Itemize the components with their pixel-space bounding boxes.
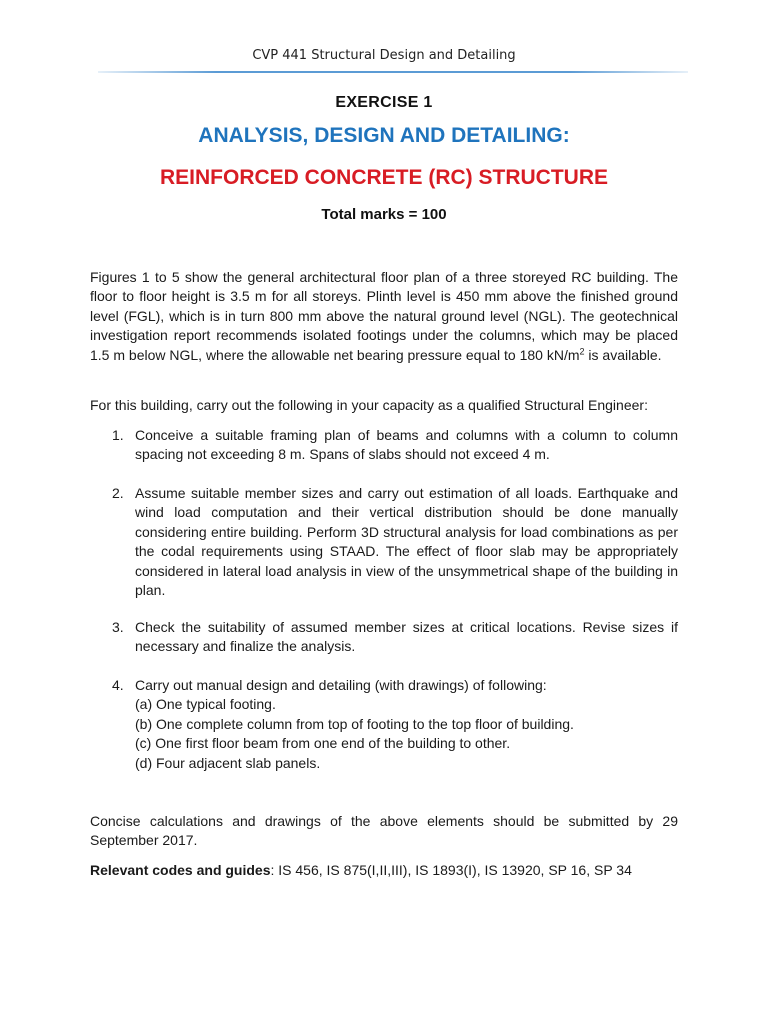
codes-value: : IS 456, IS 875(I,II,III), IS 1893(I), IS 13920, SP 16, SP 34 [270,862,632,878]
task-4-lead: Carry out manual design and detailing (with drawings) of following: [135,677,547,693]
codes-line [90,861,678,880]
document-header: CVP 441 Structural Design and Detailing [252,48,516,63]
intro-paragraph [90,268,678,365]
subitem-b: (b) One complete column from top of footing to the top floor of building. [135,715,574,732]
task-number: 1. [112,427,124,443]
subitem-a: (a) One typical footing. [135,696,276,713]
task-text: Assume suitable member sizes and carry out estimation of all loads. Earthquake and wind load computation and their vertical distribution should be done manually considering entire building. Perform 3D structural analysis for load combinations as per the codal requirements using STAAD. The effect of floor slab may be appropriately considered in lateral load analysis in view of the unsymmetrical shape of the building in plan. [135,485,678,599]
task-item-4 [112,676,678,773]
total-marks: Total marks = 100 [321,206,447,223]
submission-note: Concise calculations and drawings of the above elements should be submitted by 29 September 2017. [90,813,678,849]
title-line-2: REINFORCED CONCRETE (RC) STRUCTURE [160,166,608,189]
task-intro: For this building, carry out the following in your capacity as a qualified Structural Engineer: [90,397,648,413]
subitem-c: (c) One first floor beam from one end of the building to other. [135,735,511,752]
subitem-d: (d) Four adjacent slab panels. [135,754,321,771]
header-divider [98,71,688,73]
task-number: 2. [112,485,124,501]
task-item-1 [112,426,678,465]
intro-text: Figures 1 to 5 show the general architectural floor plan of a three storeyed RC building. The floor to floor height is 3.5 m for all storeys. Plinth level is 450 mm above the finished ground level (FGL), which is in turn 800 mm above the natural ground level (NGL). The geotechnical investigation report recommends isolated footings under the columns, which may be placed 1.5 m below NGL, where the allowable net bearing pressure equal to 180 kN/m [90,269,678,363]
task-text: Conceive a suitable framing plan of beams and columns with a column to column spacing not exceeding 8 m. Spans of slabs should not exceed 4 m. [135,427,678,463]
task-item-3 [112,618,678,657]
intro-text-end: is available. [584,346,662,363]
exercise-label: EXERCISE 1 [335,94,433,111]
task-text [135,676,678,773]
task-text: Check the suitability of assumed member sizes at critical locations. Revise sizes if necessary and finalize the analysis. [135,619,678,655]
task-item-2 [112,484,678,600]
superscript-2: 2 [579,345,585,356]
title-line-1: ANALYSIS, DESIGN AND DETAILING: [198,124,570,147]
codes-label: Relevant codes and guides [90,862,271,878]
task-number: 4. [112,677,124,693]
task-number: 3. [112,619,124,635]
